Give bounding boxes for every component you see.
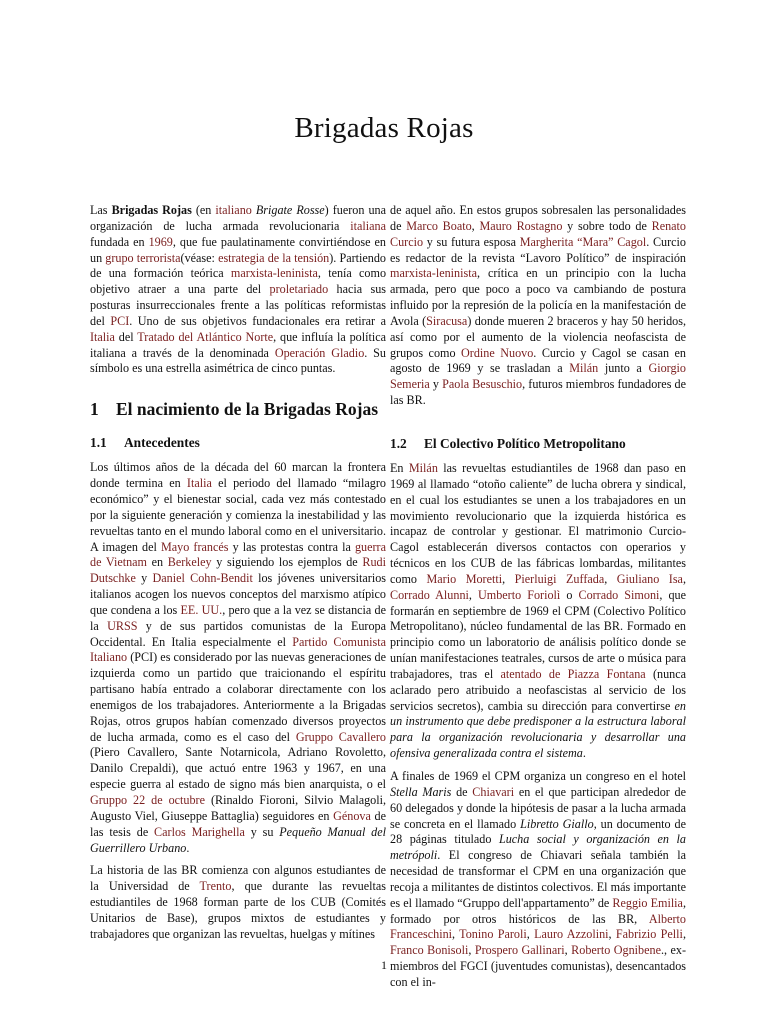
link-giuliano-isa[interactable]: Giuliano Isa bbox=[616, 571, 683, 586]
link-roberto-ognibene[interactable]: Roberto Ognibene bbox=[571, 943, 661, 958]
link-pierluigi-zuffada[interactable]: Pierluigi Zuffada bbox=[514, 571, 605, 586]
section-heading: 1 El nacimiento de la Brigadas Rojas bbox=[90, 399, 379, 420]
intro-paragraph: Las Brigadas Rojas (en italiano Brigate Rosse) fueron una organización de lucha armada revolucionaria italiana fundada en 1969, que fue paulatinamente convirtiéndose en un grupo terrorista(véase: estrategia de la tensión). Partiendo de una formación teórica marxista-leninista, tenía como objetivo atraer a una parte del proletariado hacia sus posturas insurreccionales frente a las políticas reformistas del PCI. Uno de sus objetivos fundacionales era retirar a Italia del Tratado del Atlántico Norte, que influía la política italiana a través de la denominada Operación Gladio. Su símbolo es una estrella asimétrica de cinco puntas. bbox=[90, 203, 387, 376]
link-mario-moretti[interactable]: Mario Moretti bbox=[426, 571, 503, 586]
link-lauro-azzolini[interactable]: Lauro Azzolini bbox=[534, 927, 609, 942]
link-1969[interactable]: 1969 bbox=[148, 234, 173, 249]
link-tratado-atlantico[interactable]: Tratado del Atlántico Norte bbox=[137, 329, 274, 344]
link-chiavari[interactable]: Chiavari bbox=[472, 784, 515, 799]
link-marxista-leninista[interactable]: marxista-leninista bbox=[230, 266, 318, 281]
link-operacion-gladio[interactable]: Operación Gladio bbox=[274, 345, 365, 360]
subsection-heading-colectivo: 1.2 El Colectivo Político Metropolitano bbox=[390, 435, 626, 451]
link-franco-bonisoli[interactable]: Franco Bonisoli bbox=[390, 943, 469, 958]
right-column bbox=[390, 203, 686, 998]
antecedentes-paragraph-2: de aquel año. En estos grupos sobresalen las personalidades de Marco Boato, Mauro Rostagno y sobre todo de Renato Curcio y su futura esposa Margherita “Mara” Cagol. Curcio es redactor de la revista “Lavoro Político” de inspiración marxista-leninista, crítica en un principio con la lucha armada, pero que poco a poco va cambiando de postura influido por la represión de la policía en la manifestación de Avola (Siracusa) donde mueren 2 braceros y hay 50 heridos, así como por el aumento de la violencia neofascista de grupos como Ordine Nuovo. Curcio y Cagol se casan en agosto de 1969 y se trasladan a Milán junto a Giorgio Semeria y Paola Besuschio, futuros miembros fundadores de las BR. bbox=[390, 203, 687, 408]
left-column bbox=[90, 203, 386, 950]
link-eeuu[interactable]: EE. UU. bbox=[180, 602, 223, 617]
link-paola-besuschio[interactable]: Paola Besuschio bbox=[442, 377, 523, 392]
link-cohn-bendit[interactable]: Daniel Cohn-Bendit bbox=[152, 571, 253, 586]
link-proletariado[interactable]: proletariado bbox=[269, 282, 329, 297]
colectivo-paragraph-2: A finales de 1969 el CPM organiza un congreso en el hotel Stella Maris de Chiavari en el que participan alrededor de 60 delegados y donde la hipótesis de pasar a la lucha armada se concreta en el llamado Libretto Giallo, un documento de 28 páginas titulado Lucha social y organización en la metrópoli. El congreso de Chiavari señala también la necesidad de transformar el CPM en una organización que recoja a militantes de distintos colectivos. El más importante es el llamado “Gruppo dell'appartamento” de Reggio Emilia, formado por otros históricos de las BR, Alberto Franceschini, Tonino Paroli, Lauro Azzolini, Fabrizio Pelli, Franco Bonisoli, Prospero Gallinari, Roberto Ognibene., ex-miembros del FGCI (juventudes comunistas), desencantados con el in- bbox=[390, 769, 687, 989]
link-marxista-leninista[interactable]: marxista-leninista bbox=[390, 266, 477, 281]
link-urss[interactable]: URSS bbox=[107, 618, 138, 633]
bold-term: Brigadas Rojas bbox=[111, 203, 192, 217]
link-margherita-cagol[interactable]: Margherita “Mara” Cagol bbox=[519, 234, 647, 249]
page-title: Brigadas Rojas bbox=[294, 112, 474, 144]
link-siracusa[interactable]: Siracusa bbox=[426, 313, 468, 328]
link-pci[interactable]: PCI bbox=[110, 313, 130, 328]
link-berkeley[interactable]: Berkeley bbox=[167, 555, 212, 570]
link-corrado-alunni[interactable]: Corrado Alunni bbox=[390, 587, 469, 602]
link-rudi-dutschke[interactable]: Rudi Dutschke bbox=[90, 555, 386, 586]
antecedentes-paragraph-2: La historia de las BR comienza con algunos estudiantes de la Universidad de Trento, que durante las revueltas estudiantiles de 1968 forman parte de los CUB (Comités Unitarios de Base), grupos mixtos de estudiantes y trabajadores que organizan las revueltas, huelgas y mítines bbox=[90, 863, 386, 941]
link-italia[interactable]: Italia bbox=[186, 476, 212, 491]
antecedentes-paragraph-1: Los últimos años de la década del 60 marcan la frontera donde termina en Italia el periodo del llamado “milagro económico” y el bienestar social, cada vez más contestado por la siguiente generación y comienza la inestabilidad y las revueltas tanto en el mundo laboral como en el universitario. A imagen del Mayo francés y las protestas contra la guerra de Vietnam en Berkeley y siguiendo los ejemplos de Rudi Dutschke y Daniel Cohn-Bendit los jóvenes universitarios italianos acogen los nuevos conceptos del marxismo atípico que condena a los EE. UU., pero que a la vez se distancia de la URSS y de sus partidos comunistas de la Europa Occidental. En Italia especialmente el Partido Comunista Italiano (PCI) es considerado por las nuevas generaciones de izquierda como un partido que traicionando el espíritu partisano había entrado a colaborar directamente con los enemigos de los trabajadores. Anteriormente a la Brigadas Rojas, otros grupos habían comenzado diversos proyectos de lucha armada, como es el caso del Gruppo Cavallero (Piero Cavallero, Sante Notarnicola, Adriano Rovoletto, Danilo Crepaldi), que actuó entre 1963 y 1967, en una especie guerra al estado de signo más bien anarquista, o el Gruppo 22 de octubre (Rinaldo Fioroni, Silvio Malagoli, Augusto Viel, Giuseppe Battaglia) seguidores en Génova de las tesis de Carlos Marighella y su Pequeño Manual del Guerrillero Urbano. bbox=[90, 460, 387, 855]
link-umberto-arioli[interactable]: Umberto Foriolì bbox=[478, 587, 561, 602]
link-reggio-emilia[interactable]: Reggio Emilia bbox=[612, 895, 683, 910]
link-atentado-piazza-fontana[interactable]: atentado de Piazza Fontana bbox=[500, 666, 646, 681]
link-italiano[interactable]: italiano bbox=[215, 203, 252, 217]
link-carlos-marighella[interactable]: Carlos Marighella bbox=[154, 824, 245, 839]
link-grupo-terrorista[interactable]: grupo terrorista bbox=[105, 250, 181, 265]
colectivo-paragraph-1: En Milán las revueltas estudiantiles de 1968 dan paso en 1969 al llamado “otoño caliente” de lucha obrera y sindical, en el cual los estudiantes se unen a los trabajadores en un movimiento revolucionario que la izquierda histórica es incapaz de controlar y gestionar. El matrimonio Curcio-Cagol establecerán diversos contactos con operarios y técnicos en los CUB de las fábricas lombardas, militantes como Mario Moretti, Pierluigi Zuffada, Giuliano Isa, Corrado Alunni, Umberto Foriolì o Corrado Simoni, que formarán en septiembre de 1969 el CPM (Colectivo Político Metropolitano), núcleo fundamental de las BR. Formado en principio como un laboratorio de análisis político donde se unían manifestaciones teatrales, cursos de arte o música para trabajadores, tras el atentado de Piazza Fontana (nunca aclarado pero atribuido a neofascistas al servicio de los servicios secretos), cambia su dirección para convertirse en un instrumento que debe predisponer a la estructura laboral para la organización revolucionaria y desarrollar una ofensiva generalizada contra el sistema. bbox=[390, 460, 687, 761]
link-mayo-frances[interactable]: Mayo francés bbox=[161, 539, 229, 554]
link-italiana[interactable]: italiana bbox=[350, 218, 386, 233]
link-corrado-simoni[interactable]: Corrado Simoni bbox=[578, 587, 660, 602]
link-marco-boato[interactable]: Marco Boato bbox=[406, 218, 472, 233]
link-milan[interactable]: Milán bbox=[569, 361, 599, 376]
link-alberto-franceschini[interactable]: Alberto Franceschini bbox=[390, 911, 686, 942]
link-giorgio-semeria[interactable]: Giorgio Semeria bbox=[390, 361, 687, 392]
link-tonino-paroli[interactable]: Tonino Paroli bbox=[459, 927, 527, 942]
link-renato-curcio[interactable]: Renato Curcio bbox=[390, 218, 686, 249]
link-trento[interactable]: Trento bbox=[199, 879, 232, 894]
link-milan[interactable]: Milán bbox=[408, 460, 438, 475]
link-italia[interactable]: Italia bbox=[90, 329, 115, 344]
subsection-heading-antecedentes: 1.1 Antecedentes bbox=[90, 435, 200, 451]
link-gruppo-22-octubre[interactable]: Gruppo 22 de octubre bbox=[90, 793, 205, 807]
link-guerra-vietnam[interactable]: guerra de Vietnam bbox=[90, 539, 386, 570]
link-ordine-nuovo[interactable]: Ordine Nuovo bbox=[461, 345, 534, 360]
link-genova[interactable]: Génova bbox=[333, 808, 371, 823]
link-partido-comunista-italiano[interactable]: Partido Comunista Italiano bbox=[90, 634, 386, 665]
page-number: 1 bbox=[381, 958, 387, 972]
link-estrategia-tension[interactable]: estrategia de la tensión bbox=[218, 250, 330, 265]
link-fabrizio-pelli[interactable]: Fabrizio Pelli bbox=[615, 927, 683, 942]
link-prospero-gallinari[interactable]: Prospero Gallinari bbox=[474, 943, 565, 958]
link-mauro-rostagno[interactable]: Mauro Rostagno bbox=[479, 218, 563, 233]
link-gruppo-cavallero[interactable]: Gruppo Cavallero bbox=[295, 729, 386, 744]
